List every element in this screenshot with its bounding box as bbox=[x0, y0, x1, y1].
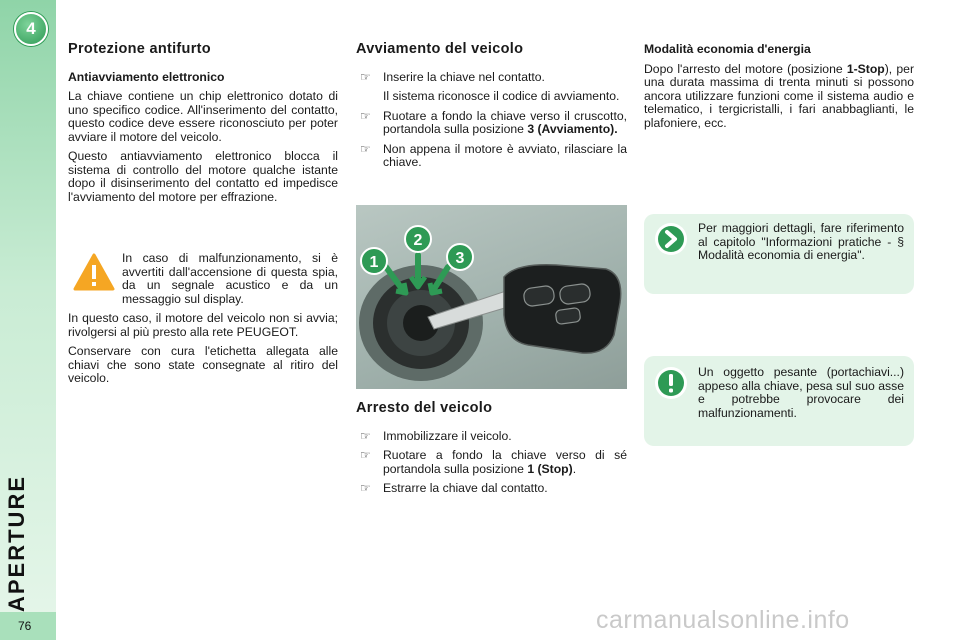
right-column bbox=[644, 43, 914, 136]
immobilizer-paragraph-2: Questo antiavviamento elettronico blocca il sistema di controllo del motore qualche istante dopo il disinserimento del contatto ed impedisce l'avviamento del motore per effrazione. bbox=[68, 149, 338, 204]
after-paragraph-2: Conservare con cura l'etichetta allegata alle chiavi che sono state consegnate al ritiro del veicolo. bbox=[68, 344, 338, 385]
immobilizer-subheading: Antiavviamento elettronico bbox=[68, 69, 225, 84]
chapter-number-badge: 4 bbox=[14, 12, 48, 46]
start-item-2: ☞ Ruotare a fondo la chiave verso il cruscotto, portandola sulla posizione 3 (Avviamento). bbox=[360, 108, 627, 136]
page-number: 76 bbox=[18, 619, 32, 633]
antitheft-heading: Protezione antifurto bbox=[68, 41, 211, 57]
stop-item-2: ☞ Ruotare a fondo la chiave verso di sé portandola sulla posizione 1 (Stop). bbox=[360, 448, 627, 476]
ignition-illustration bbox=[356, 205, 627, 389]
caution-box bbox=[644, 356, 914, 446]
warning-block bbox=[68, 252, 338, 386]
stop-item-3: ☞ Estrarre la chiave dal contatto. bbox=[360, 481, 548, 495]
caution-box-text: Un oggetto pesante (portachiavi...) appeso alla chiave, pesa sul suo asse e potrebbe provocare dei malfunzionamenti. bbox=[698, 365, 904, 420]
image-label-3: 3 bbox=[455, 250, 465, 267]
arrow-circle-icon bbox=[654, 222, 688, 256]
image-label-1: 1 bbox=[369, 254, 379, 271]
left-column bbox=[68, 43, 338, 210]
info-box-text: Per maggiori dettagli, fare riferimento al capitolo "Informazioni pratiche - § Modalità economia di energia". bbox=[698, 221, 904, 262]
hand-pointer-icon: ☞ bbox=[360, 481, 371, 495]
stop-heading: Arresto del veicolo bbox=[356, 400, 493, 416]
stop-item-1: ☞ Immobilizzare il veicolo. bbox=[360, 428, 512, 443]
start-item-3: ☞ Non appena il motore è avviato, rilasciare la chiave. bbox=[360, 141, 627, 169]
watermark: carmanualsonline.info bbox=[596, 606, 850, 634]
warning-triangle-icon bbox=[72, 252, 116, 292]
ignition-key-image bbox=[356, 205, 627, 389]
chapter-title: APERTURE bbox=[4, 474, 29, 612]
immobilizer-paragraph-1: La chiave contiene un chip elettronico dotato di uno specifico codice. All'inserimento del contatto, questo codice deve essere riconosciuto per poter avviare il motore del veicolo. bbox=[68, 89, 338, 144]
exclamation-circle-icon bbox=[654, 366, 688, 400]
energy-heading: Modalità economia d'energia bbox=[644, 42, 811, 56]
info-box bbox=[644, 214, 914, 294]
hand-pointer-icon: ☞ bbox=[360, 69, 371, 84]
hand-pointer-icon: ☞ bbox=[360, 428, 371, 443]
middle-column bbox=[356, 43, 627, 176]
after-paragraph-1: In questo caso, il motore del veicolo non si avvia; rivolgersi al più presto alla rete PEUGEOT. bbox=[68, 311, 338, 339]
hand-pointer-icon: ☞ bbox=[360, 448, 371, 462]
warning-text: In caso di malfunzionamento, si è avvertiti dall'accensione di questa spia, da un segnale acustico e da un messaggio sul display. bbox=[122, 251, 338, 306]
image-label-2: 2 bbox=[413, 232, 423, 249]
energy-paragraph: Dopo l'arresto del motore (posizione 1-Stop), per una durata massima di trenta minuti si possono ancora utilizzare funzioni come il sistema audio e telematico, i tergicristalli, i fari anabbaglianti, le plafoniere, ecc. bbox=[644, 61, 915, 130]
start-item-1: ☞ Inserire la chiave nel contatto. bbox=[360, 69, 545, 84]
hand-pointer-icon: ☞ bbox=[360, 141, 371, 156]
start-note: Il sistema riconosce il codice di avviamento. bbox=[383, 89, 620, 103]
hand-pointer-icon: ☞ bbox=[360, 108, 371, 123]
stop-section bbox=[356, 402, 627, 502]
start-heading: Avviamento del veicolo bbox=[356, 41, 524, 57]
